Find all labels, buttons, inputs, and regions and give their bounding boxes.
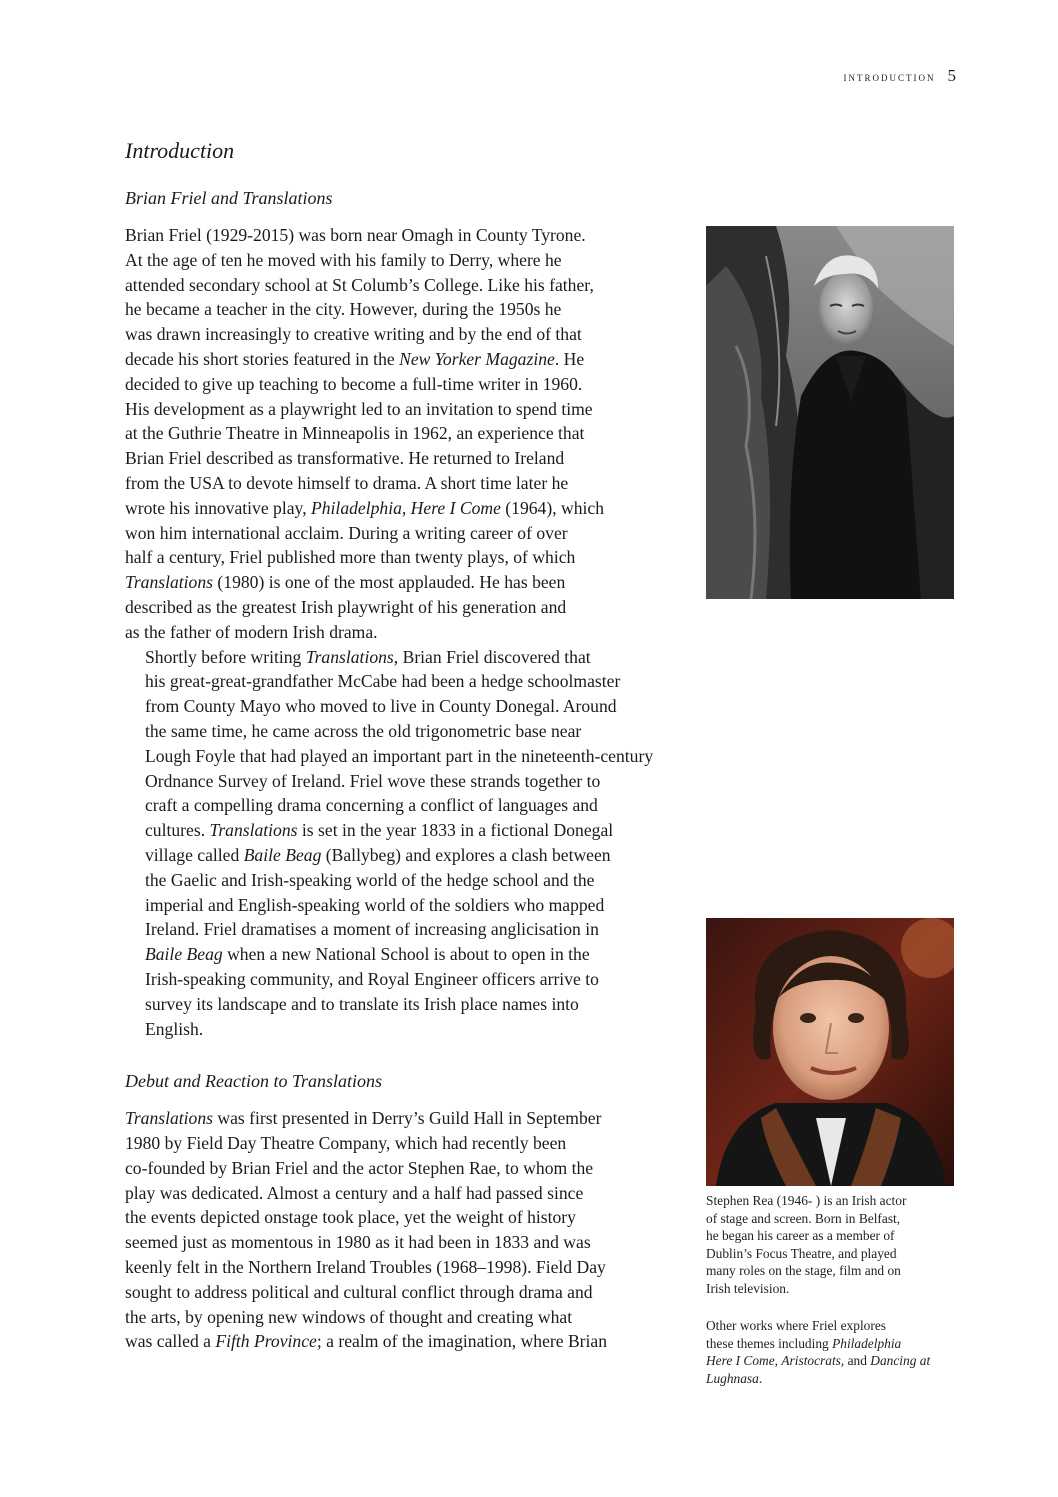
text-line [125,347,705,372]
text-line [706,1227,956,1245]
text-run: won him international acclaim. During a writing career of over [125,522,568,543]
italic-title: Dancing at [870,1353,931,1369]
text-line [125,1305,705,1330]
text-run: . He [554,348,585,369]
text-run: Lough Foyle that had played an important part in the nineteenth-century [145,745,654,766]
other-works-note [706,1317,956,1387]
text-line [125,669,705,694]
text-line [125,769,705,794]
text-run: survey its landscape and to translate its Irish place names into [145,993,579,1014]
text-line [706,1352,956,1370]
text-line [706,1245,956,1263]
section-heading-friel: Brian Friel and Translations [125,188,333,208]
text-line [125,446,705,471]
text-line [125,397,705,422]
text-line [125,694,705,719]
section-heading-debut: Debut and Reaction to Translations [125,1071,383,1092]
text-run: , [774,1353,782,1369]
text-line [125,471,705,496]
text-line [706,1192,956,1210]
text-line [125,719,705,744]
text-run: co-founded by Brian Friel and the actor Stephen Rae, to whom the [125,1157,594,1178]
italic-title: Philadelphia [832,1335,902,1351]
text-line [125,273,705,298]
text-run: these themes including [706,1335,833,1351]
text-run: when a new National School is about to open in the [222,944,590,965]
text-run: keenly felt in the Northern Ireland Troubles (1968–1998). Field Day [125,1257,606,1278]
text-line [125,967,705,992]
text-run: the Gaelic and Irish-speaking world of the hedge school and the [145,869,595,890]
text-line [125,843,705,868]
chapter-title: Introduction [125,138,235,163]
italic-title: Translations [209,820,298,841]
text-line [125,1017,705,1042]
text-run: was called a [125,1331,216,1352]
text-run: play was dedicated. Almost a century and a half had passed since [125,1182,584,1203]
text-run: attended secondary school at St Columb’s College. Like his father, [125,274,594,295]
text-run: the same time, he came across the old trigonometric base near [145,720,582,741]
text-run: was first presented in Derry’s Guild Hall in September [213,1108,602,1129]
text-line [125,793,705,818]
italic-title: Translations [125,572,214,593]
text-run: ; a realm of the imagination, where Brian [316,1331,608,1352]
italic-title: Aristocrats [781,1353,841,1369]
text-run: Stephen Rea (1946- ) is an Irish actor [706,1193,907,1208]
text-run: of stage and screen. Born in Belfast, [706,1210,901,1226]
text-run: Irish-speaking community, and Royal Engineer officers arrive to [145,968,599,989]
text-run: the events depicted onstage took place, yet the weight of history [125,1207,576,1228]
text-run: Brian Friel (1929-2015) was born near Omagh in County Tyrone. [125,225,586,245]
text-line [125,818,705,843]
text-line [125,1280,705,1305]
text-run: from County Mayo who moved to live in County Donegal. Around [145,696,617,717]
text-line [125,645,705,670]
text-run: imperial and English-speaking world of the soldiers who mapped [145,894,605,915]
text-run: craft a compelling drama concerning a conflict of languages and [145,795,598,816]
text-line [125,496,705,521]
italic-title: Translations [305,646,394,667]
text-run: cultures. [145,820,210,841]
text-run: Ordnance Survey of Ireland. Friel wove these strands together to [145,770,601,791]
text-run: he began his career as a member of [706,1228,895,1244]
text-run: wrote his innovative play, [125,497,311,518]
page-number: 5 [947,66,956,85]
text-line [706,1370,956,1388]
italic-title: Fifth Province [215,1331,317,1352]
text-run: (1964), which [500,497,605,518]
text-run: village called [145,844,244,865]
paragraph-origins [125,645,705,1042]
italic-title: Baile Beag [145,944,223,965]
text-line [125,1131,705,1156]
text-line [706,1280,956,1298]
text-line [125,1205,705,1230]
text-line [125,1181,705,1206]
text-run: (1980) is one of the most applauded. He has been [213,572,566,593]
text-run: Ireland. Friel dramatises a moment of increasing anglicisation in [145,919,599,940]
text-run: (Ballybeg) and explores a clash between [321,844,611,865]
text-line [125,942,705,967]
text-line [706,1317,956,1335]
text-run: the arts, by opening new windows of thought and creating what [125,1306,573,1327]
text-run: decided to give up teaching to become a full-time writer in 1960. [125,373,583,394]
text-line [125,620,705,645]
text-line [125,521,705,546]
text-run: . [758,1370,763,1386]
text-line [125,1255,705,1280]
text-line [125,248,705,273]
text-line [125,595,705,620]
text-line [125,917,705,942]
text-run: he became a teacher in the city. However, during the 1950s he [125,299,562,320]
text-run: His development as a playwright led to an invitation to spend time [125,398,593,419]
text-line [125,421,705,446]
text-run: Irish television. [706,1280,790,1296]
text-line [125,992,705,1017]
text-run: as the father of modern Irish drama. [125,621,378,642]
text-run: from the USA to devote himself to drama. A short time later he [125,472,569,493]
text-line [125,570,705,595]
italic-title: Here I Come [706,1353,775,1369]
italic-title: Philadelphia, Here I Come [311,497,501,518]
text-line [125,868,705,893]
text-run: Brian Friel described as transformative. He returned to Ireland [125,448,565,469]
text-run: , Brian Friel discovered that [393,646,591,667]
text-run: , and [840,1353,871,1369]
text-run: was drawn increasingly to creative writing and by the end of that [125,324,582,345]
text-line [125,893,705,918]
text-line [125,1329,705,1354]
stephen-rea-caption [706,1192,956,1298]
main-column [125,138,705,1354]
text-line [125,372,705,397]
italic-title: Baile Beag [243,844,322,865]
text-run: decade his short stories featured in the [125,348,400,369]
text-line [125,1106,705,1131]
text-run: Dublin’s Focus Theatre, and played [706,1245,897,1261]
text-line [125,1230,705,1255]
text-run: described as the greatest Irish playwright of his generation and [125,596,567,617]
text-line [125,744,705,769]
italic-title: Lughnasa [706,1370,759,1386]
brian-friel-photo [706,226,954,599]
running-head [844,66,957,86]
text-line [706,1335,956,1353]
stephen-rea-photo [706,918,954,1186]
text-run: seemed just as momentous in 1980 as it had been in 1833 and was [125,1232,591,1253]
text-run: half a century, Friel published more than twenty plays, of which [125,547,576,568]
italic-title: New Yorker Magazine [399,348,555,369]
text-line [706,1210,956,1228]
paragraph-debut [125,1106,705,1354]
text-line [125,545,705,570]
text-run: 1980 by Field Day Theatre Company, which had recently been [125,1133,567,1154]
text-run: English. [145,1018,204,1039]
text-line [125,223,705,248]
text-run: is set in the year 1833 in a fictional Donegal [297,820,614,841]
text-run: Other works where Friel explores [706,1318,886,1333]
text-line [706,1262,956,1280]
italic-title: Translations [125,1108,214,1129]
text-line [125,322,705,347]
text-run: his great-great-grandfather McCabe had been a hedge schoolmaster [145,671,621,692]
text-run: at the Guthrie Theatre in Minneapolis in 1962, an experience that [125,423,585,444]
paragraph-biography [125,223,705,645]
text-run: sought to address political and cultural conflict through drama and [125,1281,593,1302]
running-head-section: introduction [843,69,936,84]
text-line [125,297,705,322]
text-run: many roles on the stage, film and on [706,1263,901,1279]
text-run: At the age of ten he moved with his family to Derry, where he [125,249,562,270]
text-line [125,1156,705,1181]
text-run: Shortly before writing [145,646,306,667]
